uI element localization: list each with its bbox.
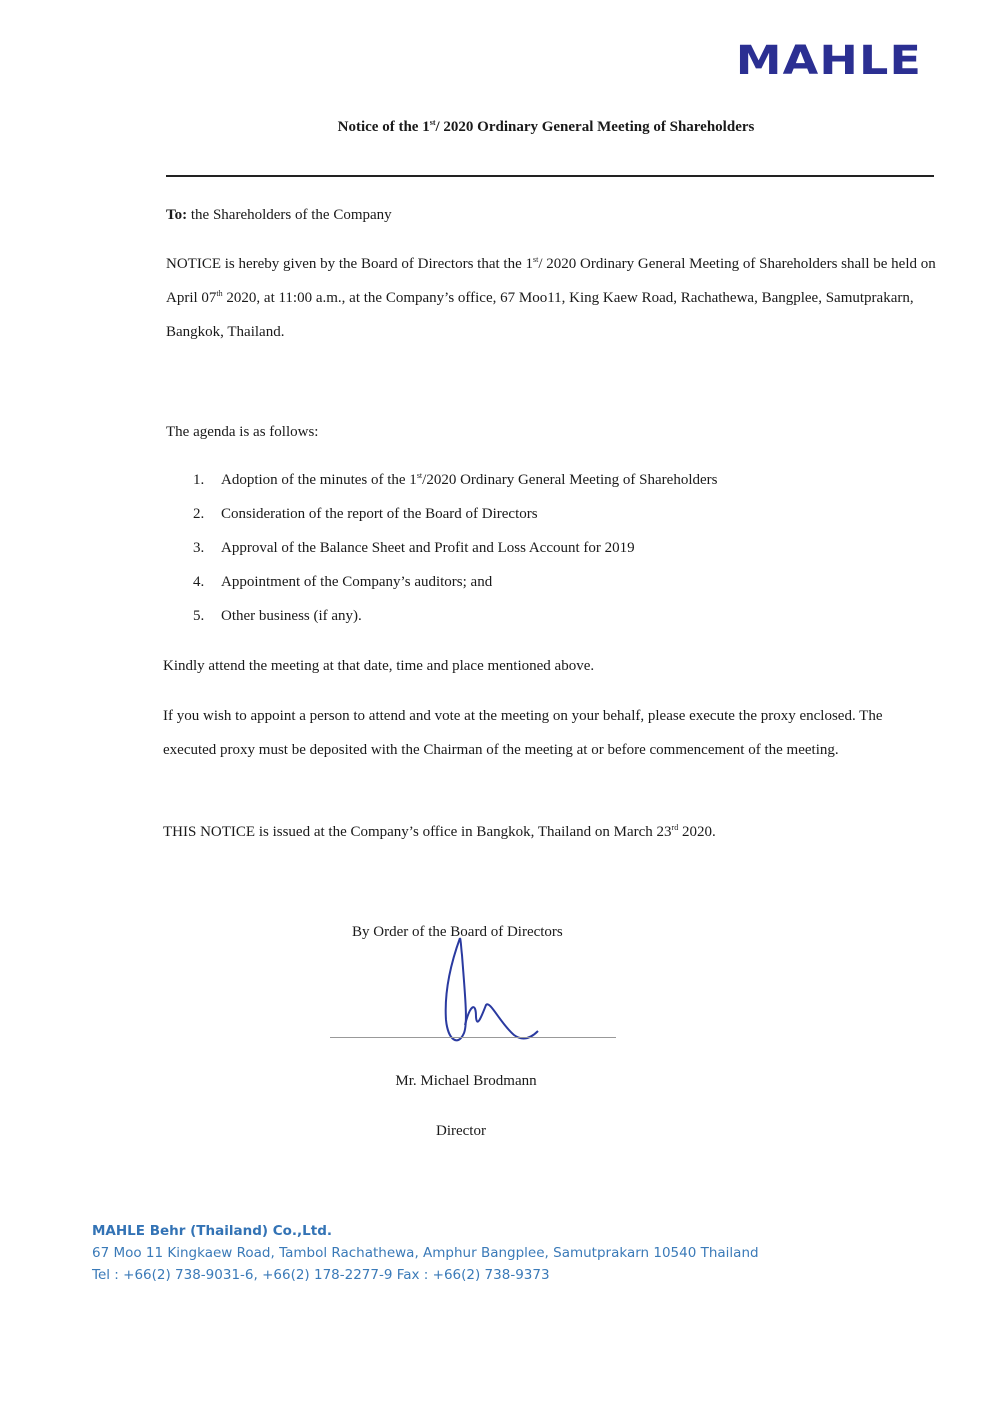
- signature-order-line: By Order of the Board of Directors: [352, 924, 563, 940]
- footer-contact: Tel : +66(2) 738-9031-6, +66(2) 178-2277-9 Fax : +66(2) 738-9373: [92, 1267, 550, 1283]
- agenda-item: 4. Appointment of the Company’s auditors; and: [193, 574, 493, 590]
- agenda-item: 5. Other business (if any).: [193, 608, 362, 624]
- notice-paragraph: NOTICE is hereby given by the Board of Directors that the 1st/ 2020 Ordinary General Meeting of Shareholders shall be held on April 07th 2020, at 11:00 a.m., at the Company’s office, 67 Moo11, King Kaew Road, Rachathewa, Bangplee, Samutprakarn, Bangkok, Thailand.: [166, 255, 936, 340]
- title-divider: [166, 175, 934, 177]
- signatory-role: Director: [436, 1123, 486, 1139]
- attend-paragraph: Kindly attend the meeting at that date, time and place mentioned above.: [163, 658, 595, 674]
- agenda-item: 3. Approval of the Balance Sheet and Profit and Loss Account for 2019: [193, 540, 635, 556]
- company-logo: MAHLE: [735, 38, 922, 84]
- issued-paragraph: THIS NOTICE is issued at the Company’s office in Bangkok, Thailand on March 23rd 2020.: [163, 823, 716, 840]
- company-footer: [92, 1220, 759, 1286]
- agenda-item: 1. Adoption of the minutes of the 1st/2020 Ordinary General Meeting of Shareholders: [193, 471, 718, 488]
- footer-company-name: MAHLE Behr (Thailand) Co.,Ltd.: [92, 1223, 333, 1239]
- signature-stroke: [446, 938, 466, 1040]
- agenda-intro: The agenda is as follows:: [166, 424, 319, 440]
- proxy-paragraph: If you wish to appoint a person to attend and vote at the meeting on your behalf, please execute the proxy enclosed. The executed proxy must be deposited with the Chairman of the meeting at or before commencement of the meeting.: [163, 708, 883, 758]
- signature-line: [330, 1037, 616, 1038]
- signatory-name: Mr. Michael Brodmann: [395, 1073, 537, 1089]
- agenda-item: 2. Consideration of the report of the Board of Directors: [193, 506, 538, 522]
- document-title: Notice of the 1st/ 2020 Ordinary General Meeting of Shareholders: [337, 118, 755, 135]
- footer-address: 67 Moo 11 Kingkaew Road, Tambol Rachathewa, Amphur Bangplee, Samutprakarn 10540 Thailand: [92, 1245, 759, 1261]
- agenda-list: [193, 463, 717, 633]
- addressee-line: To: the Shareholders of the Company: [166, 207, 392, 223]
- handwritten-signature: [430, 935, 550, 1050]
- signature-stroke: [465, 1004, 538, 1038]
